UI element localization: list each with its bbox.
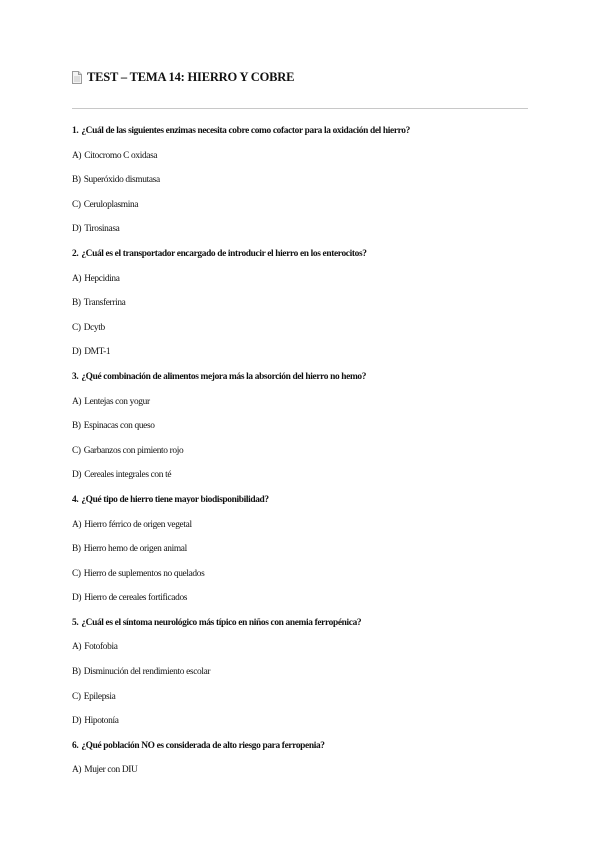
option-letter: C) <box>72 199 81 210</box>
answer-option <box>72 322 542 334</box>
option-text: Espinacas con queso <box>83 421 155 432</box>
option-letter: B) <box>72 175 81 186</box>
question-4 <box>72 494 542 506</box>
question-text: ¿Cuál de las siguientes enzimas necesita cobre como cofactor para la oxidación del hierro? <box>81 126 410 136</box>
question-text: ¿Qué tipo de hierro tiene mayor biodisponibilidad? <box>81 494 269 505</box>
answer-option <box>72 469 542 481</box>
option-text: Citocromo C oxidasa <box>84 150 158 161</box>
answer-option <box>72 150 542 162</box>
option-text: Hierro de suplementos no quelados <box>83 568 205 579</box>
option-text: Hierro de cereales fortificados <box>84 593 188 604</box>
option-text: Cereales integrales con té <box>84 470 172 481</box>
question-number: 5. <box>72 617 79 628</box>
question-text: ¿Cuál es el transportador encargado de introducir el hierro en los enterocitos? <box>81 248 367 259</box>
option-letter: D) <box>72 593 82 604</box>
option-text: Lentejas con yogur <box>84 396 150 407</box>
answer-option <box>72 543 542 555</box>
option-text: Superóxido dismutasa <box>83 175 160 186</box>
option-text: Epilepsia <box>83 691 116 702</box>
question-text: ¿Qué combinación de alimentos mejora más la absorción del hierro no hemo? <box>81 371 367 382</box>
option-text: Hierro férrico de origen vegetal <box>84 519 192 530</box>
question-2 <box>72 248 542 260</box>
answer-option <box>72 691 542 703</box>
option-letter: B) <box>72 544 81 555</box>
option-text: Tirosinasa <box>84 224 120 235</box>
question-number: 3. <box>72 371 79 382</box>
option-letter: D) <box>72 470 82 481</box>
answer-option <box>72 764 542 776</box>
question-list <box>72 125 542 789</box>
answer-option <box>72 568 542 580</box>
option-letter: A) <box>72 765 82 776</box>
answer-option <box>72 174 542 186</box>
option-letter: C) <box>72 322 81 333</box>
question-number: 1. <box>72 126 79 136</box>
option-letter: A) <box>72 396 82 407</box>
option-letter: D) <box>72 224 82 235</box>
option-letter: A) <box>72 150 82 161</box>
answer-option <box>72 666 542 678</box>
question-number: 4. <box>72 494 79 505</box>
header-divider <box>72 108 528 109</box>
option-text: Transferrina <box>83 298 126 309</box>
option-letter: D) <box>72 716 82 727</box>
answer-option <box>72 592 542 604</box>
answer-option <box>72 346 542 358</box>
option-text: Fotofobia <box>84 642 118 653</box>
option-letter: C) <box>72 691 81 702</box>
answer-option <box>72 445 542 457</box>
document-header <box>72 70 294 85</box>
option-text: Garbanzos con pimiento rojo <box>83 445 184 456</box>
question-5 <box>72 617 542 629</box>
option-letter: B) <box>72 421 81 432</box>
page-title: TEST – TEMA 14: HIERRO Y COBRE <box>87 70 295 84</box>
question-text: ¿Qué población NO es considerada de alto riesgo para ferropenia? <box>81 740 325 751</box>
option-letter: A) <box>72 273 82 284</box>
answer-option <box>72 420 542 432</box>
option-letter: A) <box>72 642 82 653</box>
question-3 <box>72 371 542 383</box>
option-text: Mujer con DIU <box>84 765 138 776</box>
option-letter: B) <box>72 298 81 309</box>
answer-option <box>72 641 542 653</box>
question-6 <box>72 740 542 752</box>
option-text: Disminución del rendimiento escolar <box>83 667 211 678</box>
question-text: ¿Cuál es el síntoma neurológico más típico en niños con anemia ferropénica? <box>81 617 362 628</box>
document-icon <box>72 71 82 84</box>
answer-option <box>72 715 542 727</box>
answer-option <box>72 273 542 285</box>
option-letter: C) <box>72 568 81 579</box>
answer-option <box>72 223 542 235</box>
answer-option <box>72 199 542 211</box>
option-text: Hepcidina <box>84 273 120 284</box>
option-text: Hierro hemo de origen animal <box>83 544 187 555</box>
option-text: Hipotonía <box>84 716 119 727</box>
answer-option <box>72 519 542 531</box>
question-number: 2. <box>72 248 79 259</box>
answer-option <box>72 297 542 309</box>
option-text: DMT-1 <box>84 347 111 358</box>
option-letter: A) <box>72 519 82 530</box>
question-1 <box>72 125 542 137</box>
question-number: 6. <box>72 740 79 751</box>
option-text: Ceruloplasmina <box>83 199 139 210</box>
option-letter: B) <box>72 667 81 678</box>
option-text: Dcytb <box>83 322 105 333</box>
option-letter: D) <box>72 347 82 358</box>
option-letter: C) <box>72 445 81 456</box>
answer-option <box>72 396 542 408</box>
